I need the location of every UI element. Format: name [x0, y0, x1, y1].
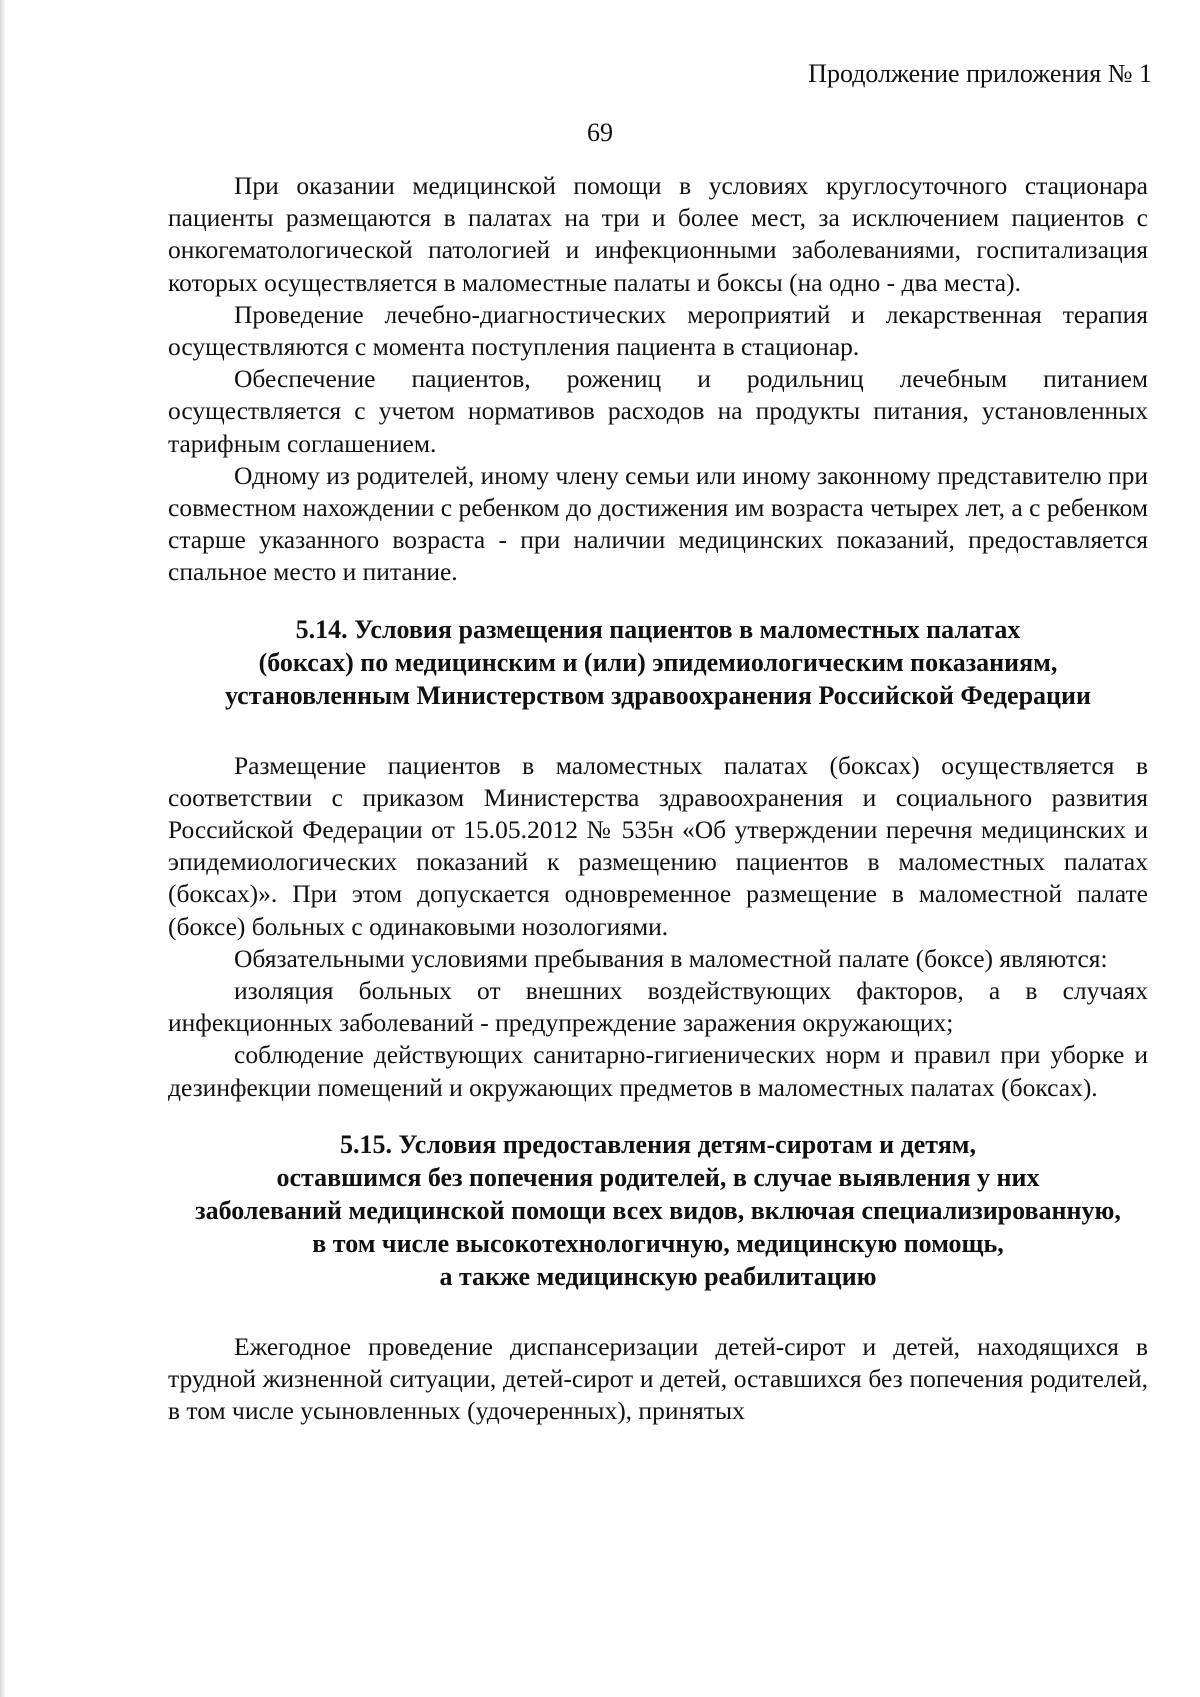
- section-heading-5-14: [168, 613, 1148, 712]
- spacer: [168, 1293, 1148, 1331]
- document-body: [168, 170, 1148, 1427]
- paragraph-ward-placement: При оказании медицинской помощи в условиях круглосуточного стационара пациенты размещаются в палатах на три и более мест, за исключением пациентов с онкогематологической патологией и инфекционными заболеваниями, госпитализация которых осуществляется в маломестные палаты и боксы (на одно - два места).: [168, 171, 1148, 297]
- paragraph-parent-accommodation: Одному из родителей, иному члену семьи или иному законному представителю при совместном нахождении с ребенком до достижения им возраста четырех лет, а с ребенком старше указанного возраста - при наличии медицинских показаний, предоставляется спальное место и питание.: [168, 460, 1148, 587]
- heading-line: оставшимся без попечения родителей, в случае выявления у них: [276, 1162, 1040, 1192]
- heading-line: 5.14. Условия размещения пациентов в маломестных палатах: [295, 614, 1021, 644]
- heading-line: (боксах) по медицинским и (или) эпидемиологическим показаниям,: [258, 647, 1058, 677]
- section-heading-5-15: [168, 1128, 1148, 1293]
- paragraph-diagnostics: Проведение лечебно-диагностических мероприятий и лекарственная терапия осуществляются с момента поступления пациента в стационар.: [168, 299, 1148, 362]
- condition-item-isolation: изоляция больных от внешних воздействующих факторов, а в случаях инфекционных заболеваний - предупреждение заражения окружающих;: [168, 976, 1148, 1038]
- page-number: 69: [587, 118, 613, 147]
- paragraph-mandatory-conditions: Обязательными условиями пребывания в маломестной палате (боксе) являются:: [234, 943, 1108, 973]
- spacer: [168, 1104, 1148, 1128]
- heading-line: а также медицинскую реабилитацию: [439, 1261, 877, 1291]
- heading-line: 5.15. Условия предоставления детям-сиротам и детям,: [340, 1129, 976, 1159]
- paragraph-orphan-dispensary: Ежегодное проведение диспансеризации детей-сирот и детей, находящихся в трудной жизненной ситуации, детей-сирот и детей, оставшихся без попечения родителей, в том числе усыновленных (удочеренных), принятых: [168, 1331, 1148, 1426]
- paragraph-nutrition: Обеспечение пациентов, рожениц и родильниц лечебным питанием осуществляется с учетом нормативов расходов на продукты питания, установленных тарифным соглашением.: [168, 364, 1148, 458]
- paragraph-small-ward-order: Размещение пациентов в маломестных палатах (боксах) осуществляется в соответствии с приказом Министерства здравоохранения и социального развития Российской Федерации от 15.05.2012 № 535н «Об утверждении перечня медицинских и эпидемиологических показаний к размещению пациентов в маломестных палатах (боксах)». При этом допускается одновременное размещение в маломестной палате (боксе) больных с одинаковыми нозологиями.: [168, 750, 1148, 941]
- heading-line: в том числе высокотехнологичную, медицинскую помощь,: [312, 1228, 1004, 1258]
- scan-edge: [0, 0, 6, 1697]
- spacer: [168, 589, 1148, 613]
- condition-item-sanitary: соблюдение действующих санитарно-гигиенических норм и правил при уборке и дезинфекции помещений и окружающих предметов в маломестных палатах (боксах).: [168, 1040, 1148, 1102]
- spacer: [168, 712, 1148, 750]
- appendix-continuation-note: Продолжение приложения № 1: [808, 59, 1152, 88]
- heading-line: заболеваний медицинской помощи всех видов, включая специализированную,: [195, 1195, 1121, 1225]
- heading-line: установленным Министерством здравоохранения Российской Федерации: [224, 680, 1091, 710]
